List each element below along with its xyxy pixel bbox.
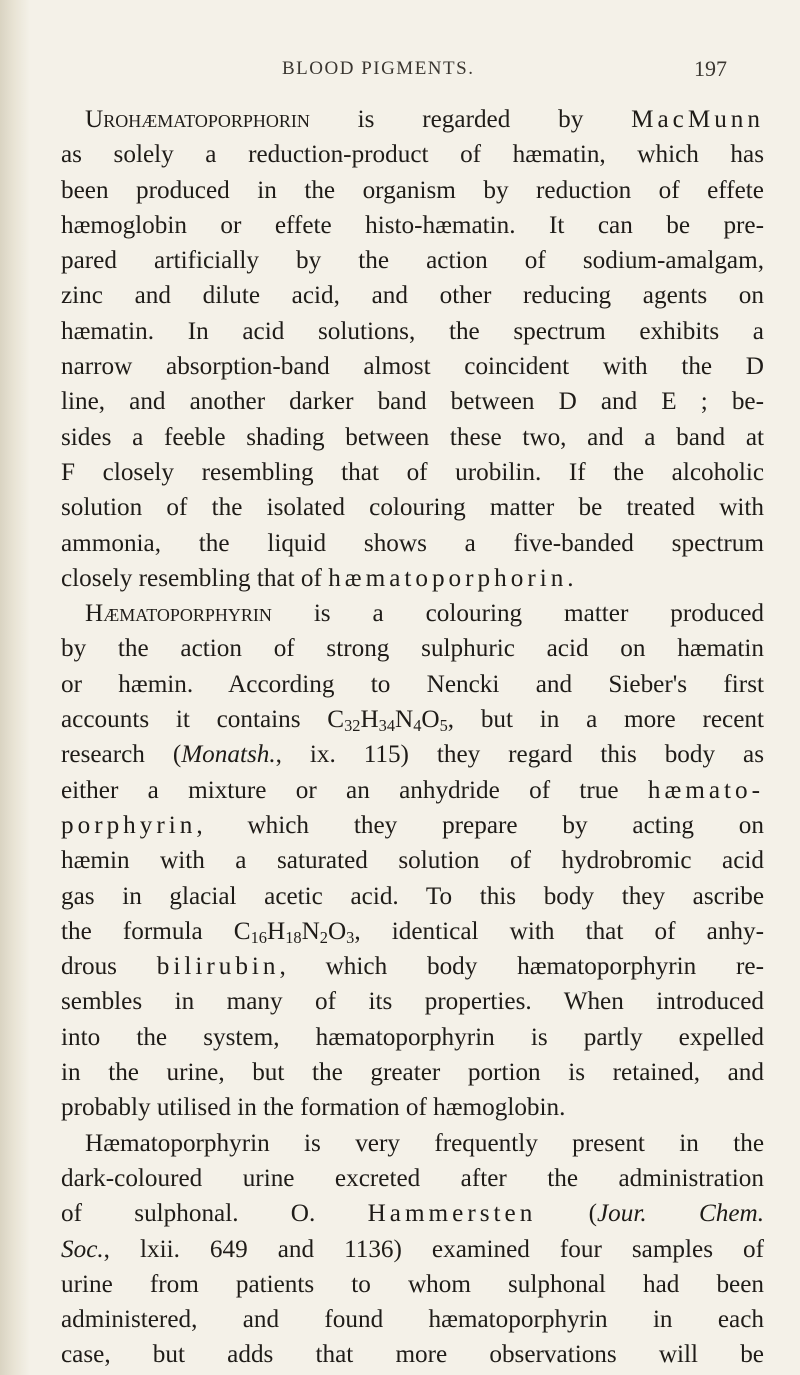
text-line: as solely a reduction-product of hæmatin, which has xyxy=(61,141,764,169)
text-line: closely resembling that of hæmatoporphorin. xyxy=(61,564,574,592)
paragraph-haematoporphyrin xyxy=(61,596,764,1125)
running-head: BLOOD PIGMENTS. xyxy=(282,58,475,79)
text-line: zinc and dilute acid, and other reducing agents on xyxy=(61,282,764,310)
text-line: F closely resembling that of urobilin. If the alcoholic xyxy=(61,458,764,486)
text-line: of sulphonal. O. Hammersten (Jour. Chem. xyxy=(61,1200,764,1228)
text-line: hæmatin. In acid solutions, the spectrum exhibits a xyxy=(61,317,764,345)
term-haemato: hæmato- xyxy=(647,776,764,804)
text-line: Urohæmatoporphorin is regarded by MacMunn xyxy=(85,106,764,133)
text-line: Hæmatoporphyrin is very frequently present in the xyxy=(85,1129,764,1157)
page-edge-shadow xyxy=(0,0,30,1375)
term-bilirubin: bilirubin xyxy=(156,953,280,981)
body-text xyxy=(61,102,764,1373)
author-hammersten: Hammersten xyxy=(367,1200,537,1228)
text-line: drous bilirubin, which body hæmatoporphyrin re- xyxy=(61,953,764,981)
text-line: Hæmatoporphyrin is a colouring matter produced xyxy=(85,600,764,628)
text-line: urine from patients to whom sulphonal had been xyxy=(61,1270,764,1298)
text-line: research (Monatsh., ix. 115) they regard this body as xyxy=(61,741,764,769)
text-line: sides a feeble shading between these two, and a band at xyxy=(61,423,764,451)
text-line: gas in glacial acetic acid. To this body they ascribe xyxy=(61,882,764,910)
term-haematoporphyrin: Hæmatoporphyrin xyxy=(85,600,272,628)
journal-citation: Soc. xyxy=(61,1235,104,1263)
page-number: 197 xyxy=(694,56,727,81)
text-line: probably utilised in the formation of hæmoglobin. xyxy=(61,1094,566,1122)
text-line: narrow absorption-band almost coincident with the D xyxy=(61,353,764,381)
text-line: by the action of strong sulphuric acid on hæmatin xyxy=(61,635,764,663)
text-line: hæmoglobin or effete histo-hæmatin. It can be pre- xyxy=(61,211,764,239)
formula-line: accounts it contains $C_{32}H_{34}N_4O_5$, but in a more recent xyxy=(61,706,764,736)
term-urohaematoporphorin: Urohæmatoporphorin xyxy=(85,106,310,133)
text-line: porphyrin, which they prepare by acting on xyxy=(61,811,764,839)
paragraph-sulphonal xyxy=(61,1126,764,1373)
formula-line: the formula $C_{16}H_{18}N_2O_3$, identical with that of anhy- xyxy=(61,917,764,947)
text-line: dark-coloured urine excreted after the administration xyxy=(61,1164,764,1192)
term-haematoporphorin: hæmatoporphorin xyxy=(328,564,568,592)
text-line: into the system, hæmatoporphyrin is partly expelled xyxy=(61,1023,764,1051)
text-line: in the urine, but the greater portion is retained, and xyxy=(61,1059,764,1087)
text-line: been produced in the organism by reduction of effete xyxy=(61,176,764,204)
term-porphyrin: porphyrin xyxy=(61,811,197,839)
text-line: hæmin with a saturated solution of hydrobromic acid xyxy=(61,847,764,875)
text-line: Soc., lxii. 649 and 1136) examined four samples of xyxy=(61,1235,764,1263)
text-line: administered, and found hæmatoporphyrin in each xyxy=(61,1306,764,1334)
text-line: solution of the isolated colouring matter be treated with xyxy=(61,494,764,522)
text-line: pared artificially by the action of sodium-amalgam, xyxy=(61,247,764,275)
text-line: case, but adds that more observations will be xyxy=(61,1341,764,1369)
journal-citation: Monatsh. xyxy=(181,741,276,769)
text-line: or hæmin. According to Nencki and Sieber's first xyxy=(61,670,764,698)
text-line: sembles in many of its properties. When introduced xyxy=(61,988,764,1016)
text-line: ammonia, the liquid shows a five-banded spectrum xyxy=(61,529,764,557)
paragraph-urohaematoporphorin xyxy=(61,102,764,596)
text-line: line, and another darker band between D and E ; be- xyxy=(61,388,764,416)
journal-citation: Jour. Chem. xyxy=(596,1200,764,1228)
author-macmunn: MacMunn xyxy=(631,106,764,133)
text-line: either a mixture or an anhydride of true hæmato- xyxy=(61,776,764,804)
